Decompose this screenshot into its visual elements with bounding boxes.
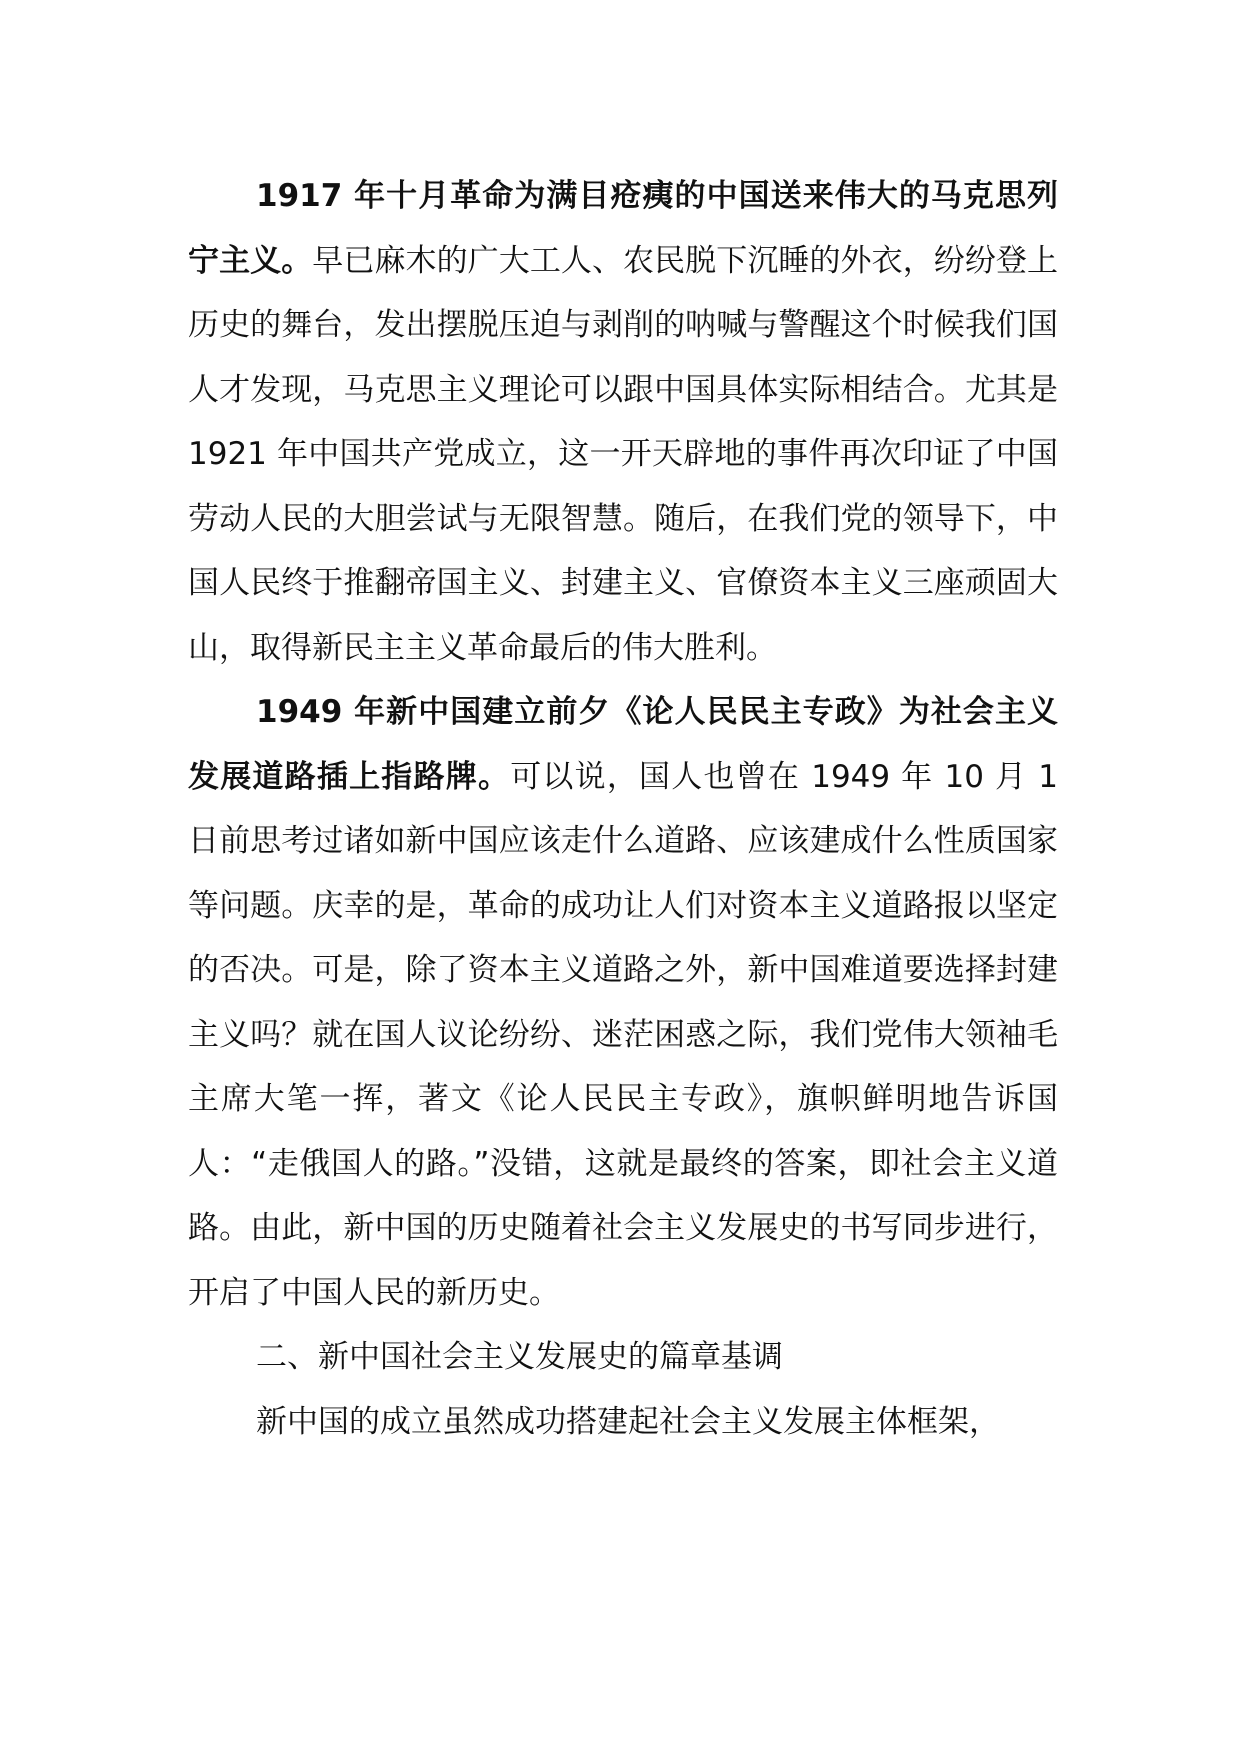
paragraph-final: 新中国的成立虽然成功搭建起社会主义发展主体框架， bbox=[256, 1403, 1000, 1440]
paragraph-new-china bbox=[188, 680, 1058, 1325]
paragraph-lead: 1949 年新中国建立前夕《论人民民主专政》为社会主义发展道路插上指路牌。 bbox=[188, 694, 1058, 795]
document-page bbox=[188, 164, 1058, 1454]
paragraph-lead: 1917 年十月革命为满目疮痍的中国送来伟大的马克思列宁主义。 bbox=[188, 178, 1058, 279]
paragraph-body: 早已麻木的广大工人、农民脱下沉睡的外衣，纷纷登上历史的舞台，发出摆脱压迫与剥削的呐喊与警醒这个时候我们国人才发现，马克思主义理论可以跟中国具体实际相结合。尤其是 1921 年中国共产党成立，这一开天辟地的事件再次印证了中国劳动人民的大胆尝试与无限智慧。随后，在我们党的领导下，中国人民终于推翻帝国主义、封建主义、官僚资本主义三座顽固大山，取得新民主主义革命最后的伟大胜利。 bbox=[188, 242, 1058, 666]
paragraph-body: 可以说，国人也曾在 1949 年 10 月 1 日前思考过诸如新中国应该走什么道路、应该建成什么性质国家等问题。庆幸的是，革命的成功让人们对资本主义道路报以坚定的否决。可是，除了资本主义道路之外，新中国难道要选择封建主义吗？就在国人议论纷纷、迷茫困惑之际，我们党伟大领袖毛主席大笔一挥，著文《论人民民主专政》，旗帜鲜明地告诉国人：“走俄国人的路。”没错，这就是最终的答案，即社会主义道路。由此，新中国的历史随着社会主义发展史的书写同步进行，开启了中国人民的新历史。 bbox=[188, 758, 1058, 1311]
paragraph-october-revolution bbox=[188, 164, 1058, 680]
section-heading: 二、新中国社会主义发展史的篇章基调 bbox=[256, 1339, 783, 1375]
